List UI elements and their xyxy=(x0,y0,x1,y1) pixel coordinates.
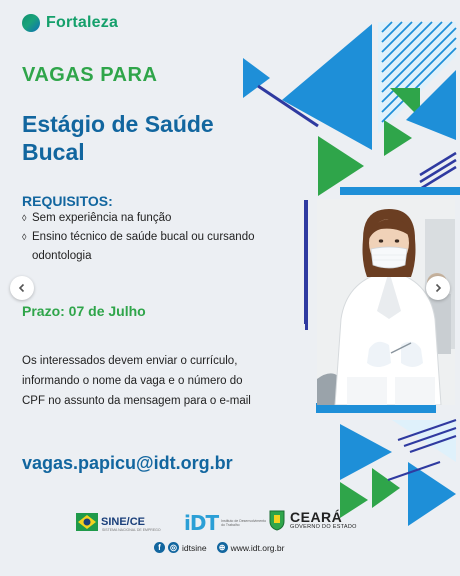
social-handle[interactable]: idtsine xyxy=(182,542,207,553)
partner-logos xyxy=(0,505,460,545)
fortaleza-logo-icon xyxy=(22,14,40,32)
sine-logo xyxy=(76,513,161,532)
list-item xyxy=(22,228,312,266)
brazil-flag-icon xyxy=(76,513,98,531)
chevron-right-icon xyxy=(433,283,443,293)
sine-sublabel: SISTEMA NACIONAL DE EMPREGO xyxy=(102,528,161,532)
requirement-text: Ensino técnico de saúde bucal ou cursando odontologia xyxy=(32,231,255,262)
facebook-icon[interactable]: f xyxy=(154,542,165,553)
globe-icon: ⊕ xyxy=(217,542,228,553)
list-item xyxy=(22,209,312,228)
idt-mark-icon: iDT xyxy=(184,511,219,535)
requirements-list xyxy=(22,209,312,266)
idt-sublabel: Instituto de Desenvolvimento do Trabalho xyxy=(221,519,267,527)
dentist-photo xyxy=(317,199,455,405)
carousel-prev-button[interactable] xyxy=(10,276,34,300)
chevron-left-icon xyxy=(17,283,27,293)
fortaleza-brand xyxy=(22,14,118,32)
social-links xyxy=(154,542,284,553)
ceara-logo xyxy=(268,509,357,531)
requirement-text: Sem experiência na função xyxy=(32,212,172,224)
instagram-icon[interactable]: ◎ xyxy=(168,542,179,553)
requirements-heading: REQUISITOS: xyxy=(22,193,113,209)
ceara-seal-icon xyxy=(268,509,286,531)
website-link[interactable]: www.idt.org.br xyxy=(230,542,285,553)
headline: VAGAS PARA xyxy=(22,64,158,86)
carousel-next-button[interactable] xyxy=(426,276,450,300)
contact-email[interactable]: vagas.papicu@idt.org.br xyxy=(22,453,233,473)
brand-name: Fortaleza xyxy=(46,14,119,31)
ceara-sublabel: GOVERNO DO ESTADO xyxy=(290,523,357,530)
idt-logo xyxy=(184,511,266,535)
deadline: Prazo: 07 de Julho xyxy=(22,303,146,319)
ceara-label: CEARÁ xyxy=(290,508,343,525)
page-title: Estágio de Saúde Bucal xyxy=(22,111,214,165)
diamond-bullet-icon: ◊ xyxy=(22,232,27,242)
instructions-text: Os interessados devem enviar o currículo, informando o nome da vaga e o número do CPF no assunto da mensagem para o e-mail xyxy=(22,355,251,407)
sine-label: SINE/CE xyxy=(101,516,146,528)
diamond-bullet-icon: ◊ xyxy=(22,213,27,223)
